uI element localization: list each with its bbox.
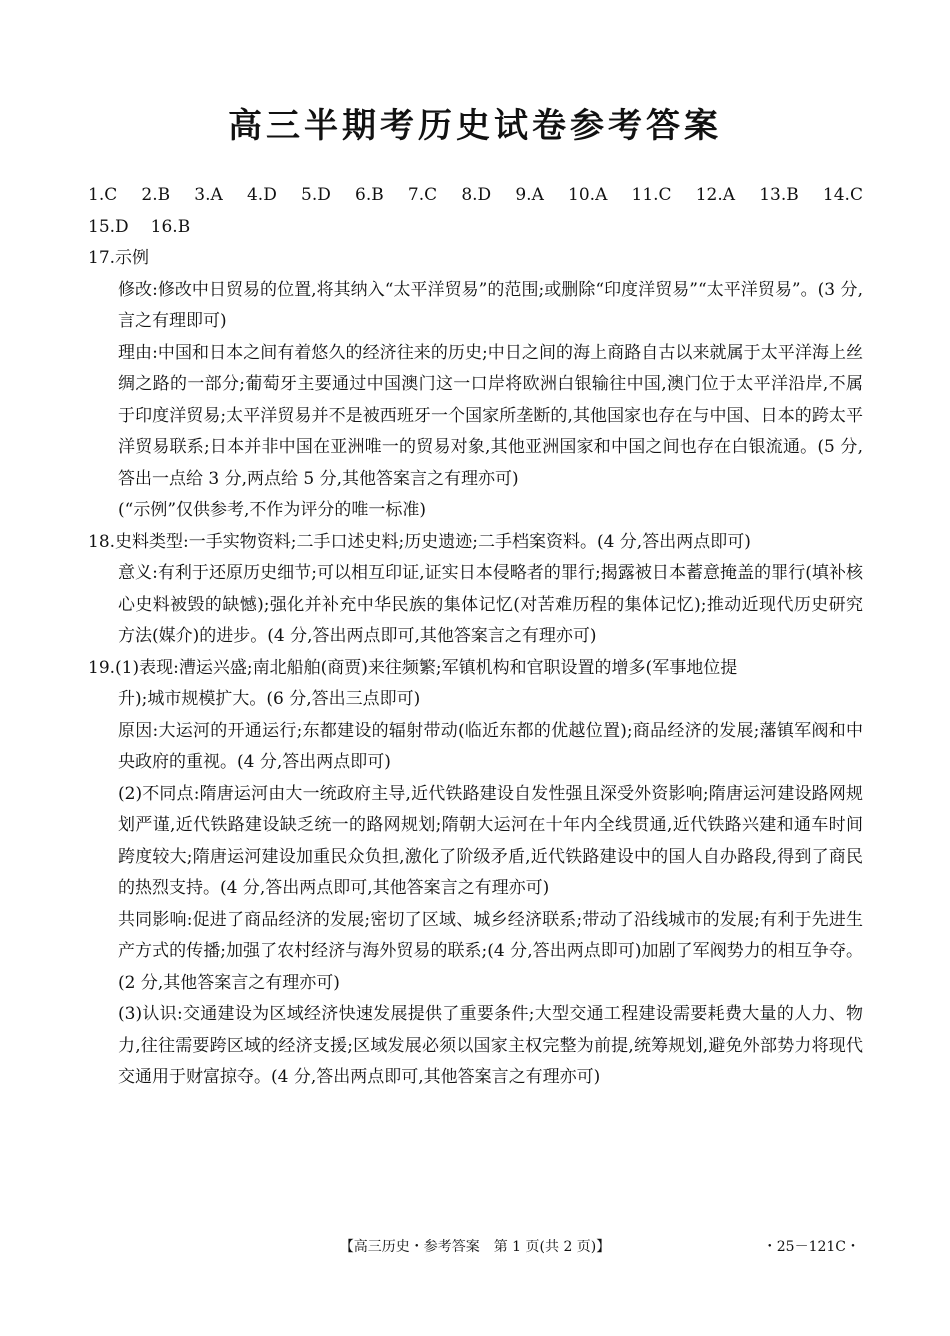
q19-differences: (2)不同点:隋唐运河由大一统政府主导,近代铁路建设自发性强且深受外资影响;隋唐运河建设路网规划严谨,近代铁路建设缺乏统一的路网规划;隋朝大运河在十年内全线贯通,近代铁路兴建和通车时间跨度较大;隋唐运河建设加重民众负担,激化了阶级矛盾,近代铁路建设中的国人自办路段,得到了商民的热烈支持。(4 分,答出两点即可,其他答案言之有理亦可) (118, 783, 863, 898)
q18-significance: 意义:有利于还原历史细节;可以相互印证,证实日本侵略者的罪行;揭露被日本蓄意掩盖的罪行(填补核心史料被毁的缺憾);强化并补充中华民族的集体记忆(对苦难历程的集体记忆);推动近现代历史研究方法(媒介)的进步。(4 分,答出两点即可,其他答案言之有理亦可) (118, 563, 863, 646)
mc-answer: 10.A (568, 185, 608, 205)
mc-answers-row-1 (88, 180, 863, 212)
q17-heading: 17.示例 (88, 248, 150, 268)
q18-heading: 18.史料类型:一手实物资料;二手口述史料;历史遗迹;二手档案资料。(4 分,答出两点即可) (88, 531, 751, 552)
mc-answer: 11.C (631, 185, 672, 205)
mc-answer: 16.B (150, 216, 191, 237)
q19-heading: 19.(1)表现:漕运兴盛;南北船舶(商贾)来往频繁;军镇机构和官职设置的增多(军事地位提 (88, 657, 738, 678)
answer-content (88, 180, 863, 1094)
q19-understanding: (3)认识:交通建设为区域经济快速发展提供了重要条件;大型交通工程建设需要耗费大量的人力、物力,往往需要跨区域的经济支援;区域发展必须以国家主权完整为前提,统筹规划,避免外部势力将现代交通用于财富掠夺。(4 分,答出两点即可,其他答案言之有理亦可) (118, 1004, 863, 1087)
footer-page-info: 【高三历史・参考答案 第 1 页(共 2 页)】 (339, 1239, 611, 1255)
q17-reason: 理由:中国和日本之间有着悠久的经济往来的历史;中日之间的海上商路自古以来就属于太平洋海上丝绸之路的一部分;葡萄牙主要通过中国澳门这一口岸将欧洲白银输往中国,澳门位于太平洋沿岸,不属于印度洋贸易;太平洋贸易并不是被西班牙一个国家所垄断的,其他国家也存在与中国、日本的跨太平洋贸易联系;日本并非中国在亚洲唯一的贸易对象,其他亚洲国家和中国之间也存在白银流通。(5 分,答出一点给 3 分,两点给 5 分,其他答案言之有理亦可) (118, 342, 863, 489)
mc-answer: 9.A (515, 185, 544, 205)
mc-answer: 1.C (88, 185, 118, 205)
mc-answer: 14.C (822, 185, 863, 205)
mc-answer: 13.B (759, 185, 799, 205)
mc-answer: 2.B (141, 185, 171, 205)
mc-answer: 6.B (355, 185, 384, 205)
page-title: 高三半期考历史试卷参考答案 (228, 106, 722, 146)
mc-answer: 8.D (461, 185, 492, 205)
q19-heading-continued: 升);城市规模扩大。(6 分,答出三点即可) (118, 689, 421, 709)
mc-answer: 5.D (301, 185, 331, 205)
mc-answer: 3.A (194, 185, 223, 205)
mc-answer: 7.C (407, 185, 438, 205)
q17-revision: 修改:修改中日贸易的位置,将其纳入“太平洋贸易”的范围;或删除“印度洋贸易”“太平洋贸易”。(3 分,言之有理即可) (118, 279, 863, 331)
q17-note: (“示例”仅供参考,不作为评分的唯一标准) (118, 500, 427, 520)
q19-common-impact: 共同影响:促进了商品经济的发展;密切了区域、城乡经济联系;带动了沿线城市的发展;有利于先进生产方式的传播;加强了农村经济与海外贸易的联系;(4 分,答出两点即可)加剧了军阀势力的相互争夺。(2 分,其他答案言之有理亦可) (118, 909, 863, 993)
mc-answer: 12.A (695, 185, 736, 205)
mc-answer: 4.D (246, 185, 277, 205)
page-footer (0, 1236, 950, 1266)
q19-causes: 原因:大运河的开通运行;东都建设的辐射带动(临近东都的优越位置);商品经济的发展;藩镇军阀和中央政府的重视。(4 分,答出两点即可) (118, 720, 863, 772)
mc-answer: 15.D (88, 216, 129, 237)
footer-code: ・25－121C・ (762, 1239, 860, 1255)
mc-answers-row-2 (88, 212, 863, 244)
